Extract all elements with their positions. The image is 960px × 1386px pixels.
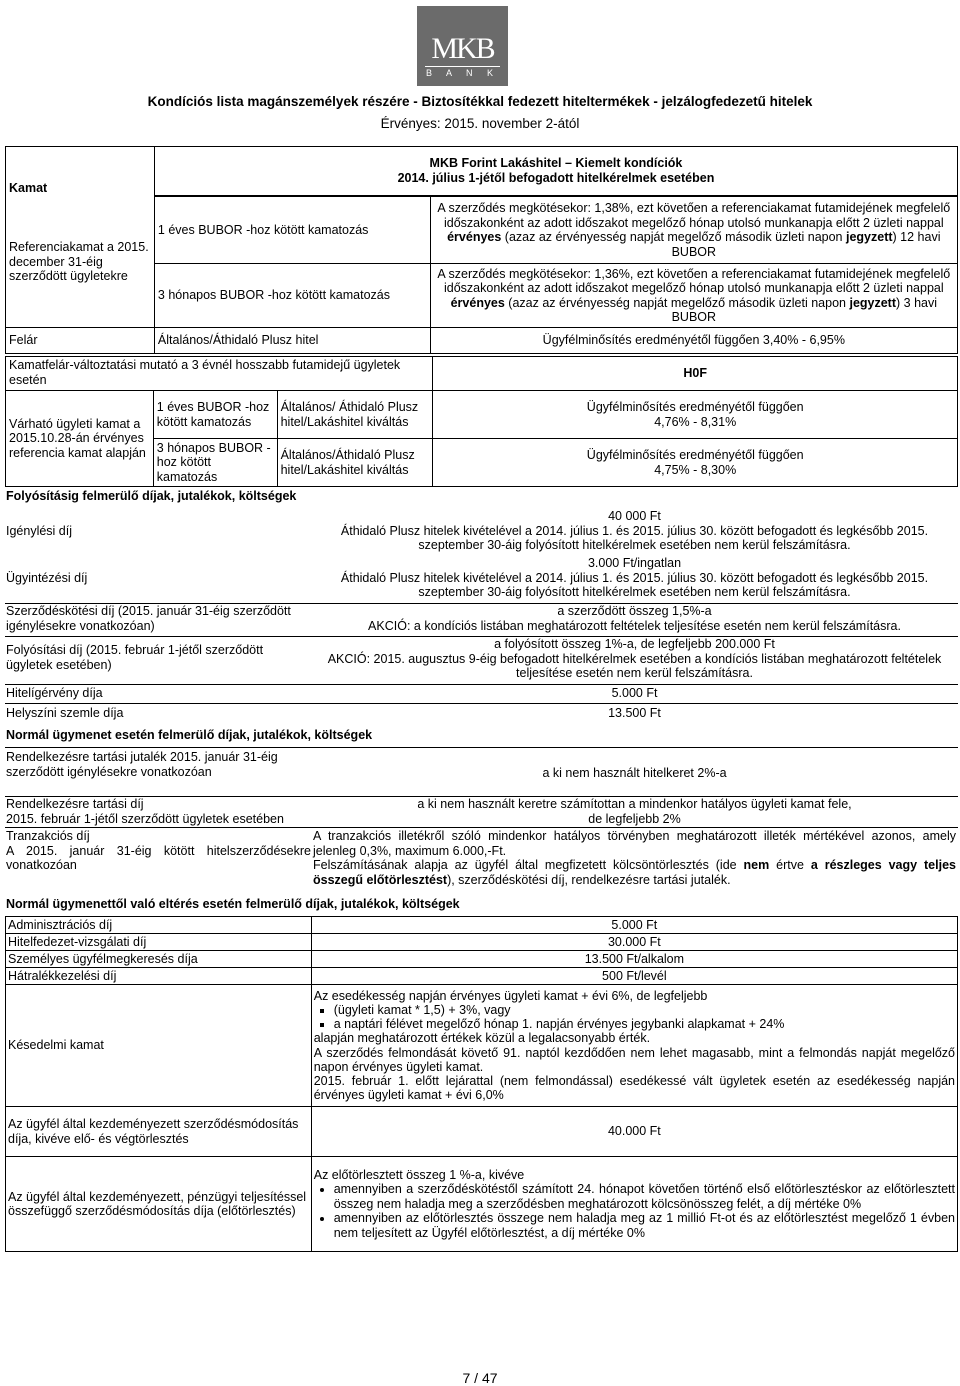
modification-fee-label: Az ügyfél által kezdeményezett szerződésmódosítás díja, kivéve elő- és végtörlesztés xyxy=(6,1107,312,1157)
loan-promise-fee-label: Hitelígérvény díja xyxy=(6,686,103,700)
divider xyxy=(5,684,958,685)
contract-fee-value: a szerződött összeg 1,5%-a AKCIÓ: a kondíciós listában meghatározott feltételek teljesítése esetén nem kerül felszámításra. xyxy=(368,604,901,633)
contract-fee-label: Szerződéskötési díj (2015. január 31-éig szerződött igénylésekre vonatkozóan) xyxy=(6,604,291,633)
transaction-fee-value: A tranzakciós illetékről szóló mindenkor hatályos törvényben meghatározott illeték mértékével azonos, amely jelenleg 0,3%, maximum 6.000,-Ft. Felszámításának alapja az ügyfél által megfizetett kölcsöntörlesztés (ide nem értve a részleges vagy teljes összegű előtörlesztést), szerződéskötési díj, rendelkezésre tartási jutalék. xyxy=(313,829,956,887)
reference-rate-label: Referenciakamat a 2015. december 31-éig szerződött ügyletekre xyxy=(6,197,155,328)
bubor-3m-label: 3 hónapos BUBOR -hoz kötött kamatozás xyxy=(154,264,430,328)
site-inspection-fee-label: Helyszíni szemle díja xyxy=(6,706,124,720)
product-1y: Általános/ Áthidaló Plusz hitel/Lakáshitel kiváltás xyxy=(277,391,433,439)
logo-bank-text: B A N K xyxy=(425,68,500,78)
product-subtitle: 2014. július 1-jétől befogadott hitelkérelmek esetében xyxy=(397,170,715,185)
application-fee-label: Igénylési díj xyxy=(6,524,73,538)
loan-promise-fee-value: 5.000 Ft xyxy=(611,686,658,700)
fee-label: Adminisztrációs díj xyxy=(6,917,312,934)
section-normal-title: Normál ügymenet esetén felmerülő díjak, jutalékok, költségek xyxy=(6,728,373,742)
availability-fee-label: Rendelkezésre tartási díj 2015. február 1-jétől szerződött ügyletek esetében xyxy=(6,797,284,826)
fee-value: 500 Ft/levél xyxy=(311,968,957,985)
margin-product: Általános/Áthidaló Plusz hitel xyxy=(154,328,430,354)
bubor-3m-description: A szerződés megkötésekor: 1,36%, ezt követően a referenciakamat futamidejének megfelelő időszakonként az adott időszakot megelőző hónap utolsó munkanapja előtt 2 üzleti nappal érvényes (azaz az érvényesség napját megelőző második üzleti napon jegyzett) 3 havi BUBOR xyxy=(430,264,957,328)
divider xyxy=(5,827,958,828)
fee-value: 30.000 Ft xyxy=(311,934,957,951)
late-interest-value: Az esedékesség napján érvényes ügyleti kamat + évi 6%, de legfeljebb ▪ (ügyleti kamat * 1,5) + 3%, vagy ▪ a naptári félévet megelőző hónap 1. napján érvényes jegybanki alapkamat + 24% alapján meghatározott értékek közül a legalacsonyabb érték. A szerződés felmondását követő 91. naptól kezdődően nem lehet magasabb, mint a felmondás napját megelőző napon érvényes ügyleti kamat. 2015. február 1. előtt lejárattal (nem felmondással) esedékessé vált ügyletek esetén az esedékesség napján érvényes ügyleti kamat + évi 6,0% xyxy=(311,985,957,1107)
availability-commission-value: a ki nem használt hitelkeret 2%-a xyxy=(542,766,727,780)
bubor-1y-short: 1 éves BUBOR -hoz kötött kamatozás xyxy=(153,391,277,439)
transaction-fee-label: Tranzakciós díj A 2015. január 31-éig kötött hitelszerződésekre vonatkozóan xyxy=(6,829,311,872)
section-deviation-title: Normál ügymenettől való eltérés esetén felmerülő díjak, jutalékok, költségek xyxy=(6,897,460,911)
fee-label: Személyes ügyfélmegkeresés díja xyxy=(6,951,312,968)
fee-value: 5.000 Ft xyxy=(311,917,957,934)
mkb-bank-logo xyxy=(417,6,508,86)
application-fee-value: 40 000 Ft Áthidaló Plusz hitelek kivételével a 2014. július 1. és 2015. július 30. között befogadott és legkésőbb 2015. szeptember 30-áig folyósított hitelkérelmek esetében nem kerül felszámításra. xyxy=(340,509,929,552)
interest-table xyxy=(5,146,958,354)
admin-fee-label: Ügyintézési díj xyxy=(6,571,88,585)
divider xyxy=(5,703,958,704)
expected-rate-3m: Ügyfélminősítés eredményétől függően 4,75% - 8,30% xyxy=(433,439,958,487)
logo-monogram: MKB xyxy=(431,32,494,65)
bubor-3m-short: 3 hónapos BUBOR -hoz kötött kamatozás xyxy=(153,439,277,487)
fee-label: Hátralékkezelési díj xyxy=(6,968,312,985)
site-inspection-fee-value: 13.500 Ft xyxy=(608,706,661,720)
deviation-fees-table xyxy=(5,916,958,1252)
margin-change-table xyxy=(5,356,958,487)
prepayment-fee-label: Az ügyfél által kezdeményezett, pénzügyi teljesítéssel összefüggő szerződésmódosítás díja (előtörlesztés) xyxy=(6,1157,312,1252)
fee-label: Hitelfedezet-vizsgálati díj xyxy=(6,934,312,951)
bubor-1y-description: A szerződés megkötésekor: 1,38%, ezt követően a referenciakamat futamidejének megfelelő időszakonként az adott időszakot megelőző hónap utolsó munkanapja előtt 2 üzleti nappal érvényes (azaz az érvényesség napját megelőző második üzleti napon jegyzett) 12 havi BUBOR xyxy=(430,197,957,264)
admin-fee-value: 3.000 Ft/ingatlan Áthidaló Plusz hitelek kivételével a 2014. július 1. és 2015. július 30. között befogadott és legkésőbb 2015. szeptember 30-áig folyósított hitelkérelmek esetében nem kerül felszámításra. xyxy=(340,556,929,599)
modification-fee-value: 40.000 Ft xyxy=(311,1107,957,1157)
margin-label: Felár xyxy=(6,328,155,354)
margin-value: Ügyfélminősítés eredményétől függően 3,40% - 6,95% xyxy=(430,328,957,354)
product-title: MKB Forint Lakáshitel – Kiemelt kondíciók xyxy=(429,155,683,170)
prepayment-fee-value: Az előtörlesztett összeg 1 %-a, kivéve • amennyiben a szerződéskötéstől számított 24. hónapot követően történő első előtörlesztéskor az előtörlesztett összeg nem haladja meg a szerződésben meghatározott kölcsönösszeg felét, a díj mértéke 0% • amennyiben az előtörlesztés összege nem haladja meg az 1 millió Ft-ot és az előtörlesztést megelőző 1 évben nem teljesített az Ügyfél előtörlesztést, a díj mértéke 0% xyxy=(311,1157,957,1252)
margin-change-head: Kamatfelár-változtatási mutató a 3 évnél hosszabb futamidejű ügyletek esetén xyxy=(6,357,433,391)
expected-rate-label: Várható ügyleti kamat a 2015.10.28-án érvényes referencia kamat alapján xyxy=(6,391,154,487)
page-number: 7 / 47 xyxy=(462,1370,498,1386)
interest-label: Kamat xyxy=(6,147,155,197)
valid-from: Érvényes: 2015. november 2-ától xyxy=(380,116,580,131)
h0f-label: H0F xyxy=(433,357,958,391)
late-interest-label: Késedelmi kamat xyxy=(6,985,312,1107)
availability-fee-value: a ki nem használt keretre számítottan a mindenkor hatályos ügyleti kamat fele, de legfeljebb 2% xyxy=(417,797,852,826)
disbursement-fee-value: a folyósított összeg 1%-a, de legfeljebb 200.000 Ft AKCIÓ: 2015. augusztus 9-éig befogadott hitelkérelmek esetében a kondíciós listában meghatározott feltételek teljesítése esetén nem kerül felszámításra. xyxy=(327,637,942,680)
expected-rate-1y: Ügyfélminősítés eredményétől függően 4,76% - 8,31% xyxy=(433,391,958,439)
product-3m: Általános/Áthidaló Plusz hitel/Lakáshitel kiváltás xyxy=(277,439,433,487)
availability-commission-label: Rendelkezésre tartási jutalék 2015. január 31-éig szerződött igénylésekre vonatkozóan xyxy=(6,750,278,779)
section-disbursement-title: Folyósításig felmerülő díjak, jutalékok, költségek xyxy=(6,489,297,503)
bubor-1y-label: 1 éves BUBOR -hoz kötött kamatozás xyxy=(154,197,430,264)
disbursement-fee-label: Folyósítási díj (2015. február 1-jétől szerződött ügyletek esetében) xyxy=(6,643,264,672)
divider xyxy=(5,747,958,748)
page-title: Kondíciós lista magánszemélyek részére - Biztosítékkal fedezett hiteltermékek - jelzálogfedezetű hitelek xyxy=(147,94,813,109)
fee-value: 13.500 Ft/alkalom xyxy=(311,951,957,968)
